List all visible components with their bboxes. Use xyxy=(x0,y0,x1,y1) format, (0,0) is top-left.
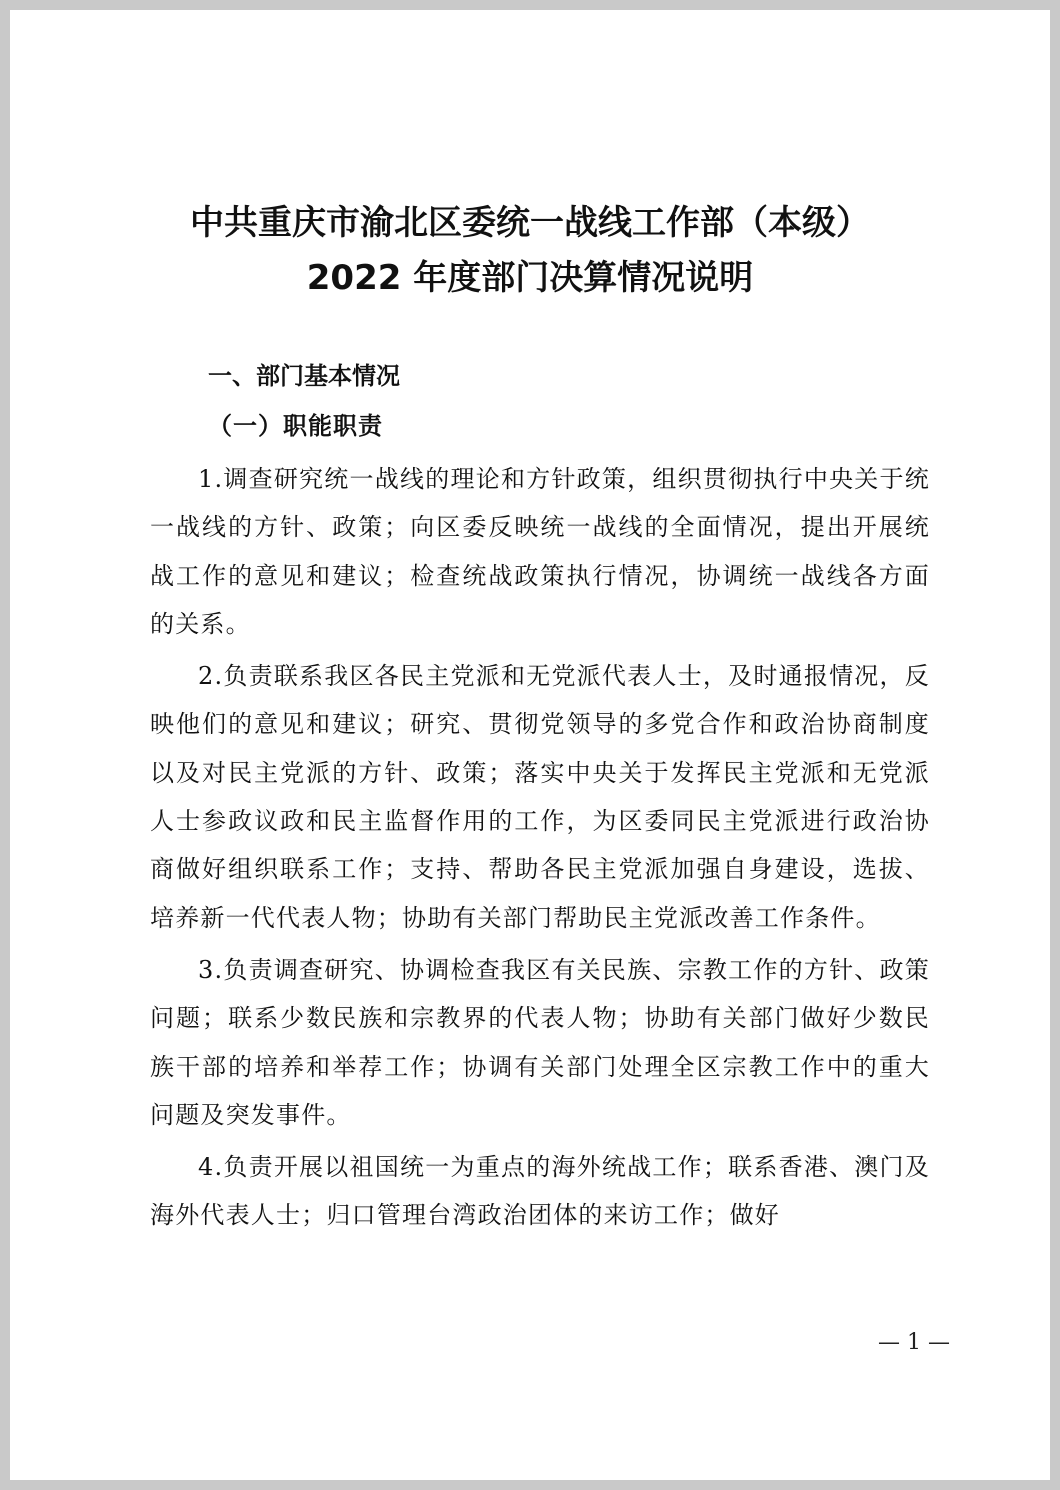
body-text xyxy=(150,455,930,1244)
paragraph-1: 1.调查研究统一战线的理论和方针政策，组织贯彻执行中央关于统一战线的方针、政策；向区委反映统一战线的全面情况，提出开展统战工作的意见和建议；检查统战政策执行情况，协调统一战线各方面的关系。 xyxy=(150,465,930,638)
paragraph-3: 3.负责调查研究、协调检查我区有关民族、宗教工作的方针、政策问题；联系少数民族和宗教界的代表人物；协助有关部门做好少数民族干部的培养和举荐工作；协调有关部门处理全区宗教工作中的重大问题及突发事件。 xyxy=(150,955,930,1129)
document-page xyxy=(10,10,1050,1480)
document-title-line-1: 中共重庆市渝北区委统一战线工作部（本级） xyxy=(190,203,870,243)
subsection-heading: （一）职能职责 xyxy=(208,411,383,440)
paragraph-2: 2.负责联系我区各民主党派和无党派代表人士，及时通报情况，反映他们的意见和建议；研究、贯彻党领导的多党合作和政治协商制度以及对民主党派的方针、政策；落实中央关于发挥民主党派和无党派人士参政议政和民主监督作用的工作，为区委同民主党派进行政治协商做好组织联系工作；支持、帮助各民主党派加强自身建设，选拔、培养新一代代表人物；协助有关部门帮助民主党派改善工作条件。 xyxy=(150,662,930,932)
document-title-line-2: 2022 年度部门决算情况说明 xyxy=(306,258,754,298)
paragraph-4: 4.负责开展以祖国统一为重点的海外统战工作；联系香港、澳门及海外代表人士；归口管理台湾政治团体的来访工作；做好 xyxy=(150,1153,930,1230)
page-number: — 1 — xyxy=(878,1330,950,1355)
section-heading: 一、部门基本情况 xyxy=(208,362,400,390)
